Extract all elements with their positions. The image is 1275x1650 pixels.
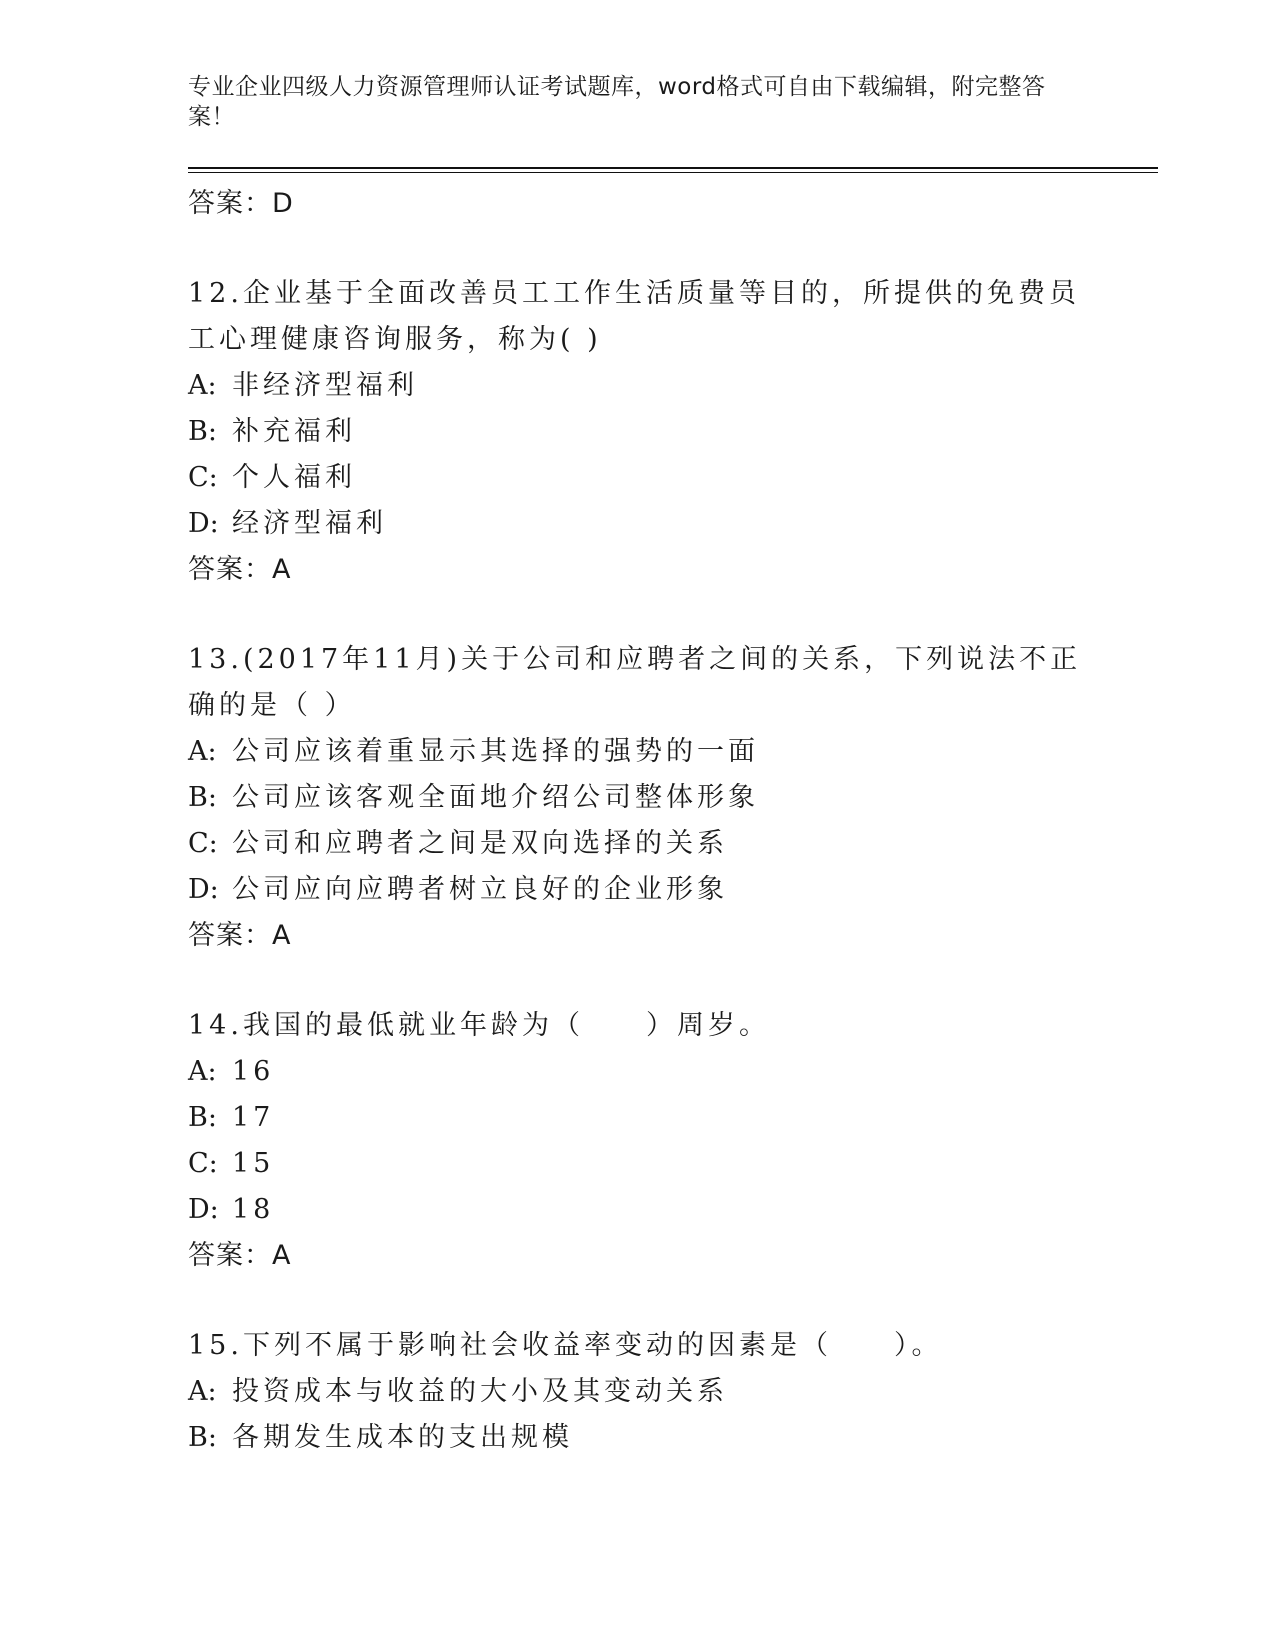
question-block (188, 637, 1158, 959)
answer-line: 答案：D (188, 188, 294, 219)
answer-line: 答案：A (188, 554, 292, 585)
option-d (188, 501, 1158, 547)
option-text: 投资成本与收益的大小及其变动关系 (232, 1376, 728, 1407)
option-text: 公司和应聘者之间是双向选择的关系 (232, 828, 728, 859)
option-letter: A: (188, 370, 217, 401)
option-a (188, 1049, 1158, 1095)
option-d (188, 1187, 1158, 1233)
question-stem: 13.(2017年11月)关于公司和应聘者之间的关系，下列说法不正确的是（ ） (188, 644, 1082, 721)
option-letter: D: (188, 874, 219, 905)
option-a (188, 363, 1158, 409)
option-text: 公司应该客观全面地介绍公司整体形象 (232, 782, 759, 813)
option-letter: D: (188, 1194, 219, 1225)
option-text: 经济型福利 (232, 508, 387, 539)
question-stem: 12.企业基于全面改善员工工作生活质量等目的，所提供的免费员工心理健康咨询服务，称为( ) (188, 278, 1080, 355)
answer-line: 答案：A (188, 1240, 292, 1271)
option-c (188, 1141, 1158, 1187)
option-text: 个人福利 (232, 462, 356, 493)
option-text: 公司应向应聘者树立良好的企业形象 (232, 874, 728, 905)
option-letter: B: (188, 1102, 217, 1133)
option-c (188, 455, 1158, 501)
option-letter: B: (188, 416, 217, 447)
option-letter: C: (188, 1148, 218, 1179)
option-text: 补充福利 (232, 416, 356, 447)
document-page (188, 72, 1158, 1461)
option-b (188, 409, 1158, 455)
option-text: 各期发生成本的支出规模 (232, 1422, 573, 1453)
option-letter: D: (188, 508, 219, 539)
option-b (188, 775, 1158, 821)
option-c (188, 821, 1158, 867)
question-block (188, 1003, 1158, 1279)
header-divider (188, 167, 1158, 173)
option-b (188, 1415, 1158, 1461)
option-letter: C: (188, 462, 218, 493)
question-block (188, 271, 1158, 593)
question-stem: 15.下列不属于影响社会收益率变动的因素是（ ）。 (188, 1330, 943, 1361)
option-b (188, 1095, 1158, 1141)
option-text: 15 (232, 1148, 275, 1179)
option-text: 公司应该着重显示其选择的强势的一面 (232, 736, 759, 767)
option-text: 非经济型福利 (232, 370, 418, 401)
option-a (188, 1369, 1158, 1415)
answer-line: 答案：A (188, 920, 292, 951)
question-block (188, 1323, 1158, 1461)
option-a (188, 729, 1158, 775)
option-letter: C: (188, 828, 218, 859)
option-letter: B: (188, 782, 217, 813)
option-letter: A: (188, 1056, 217, 1087)
option-d (188, 867, 1158, 913)
document-header-note: 专业企业四级人力资源管理师认证考试题库，word格式可自由下载编辑，附完整答案！ (188, 74, 1046, 130)
option-letter: A: (188, 1376, 217, 1407)
option-letter: A: (188, 736, 217, 767)
question-stem: 14.我国的最低就业年龄为（ ）周岁。 (188, 1010, 770, 1041)
option-text: 16 (232, 1056, 275, 1087)
option-text: 18 (232, 1194, 275, 1225)
option-letter: B: (188, 1422, 217, 1453)
option-text: 17 (232, 1102, 275, 1133)
